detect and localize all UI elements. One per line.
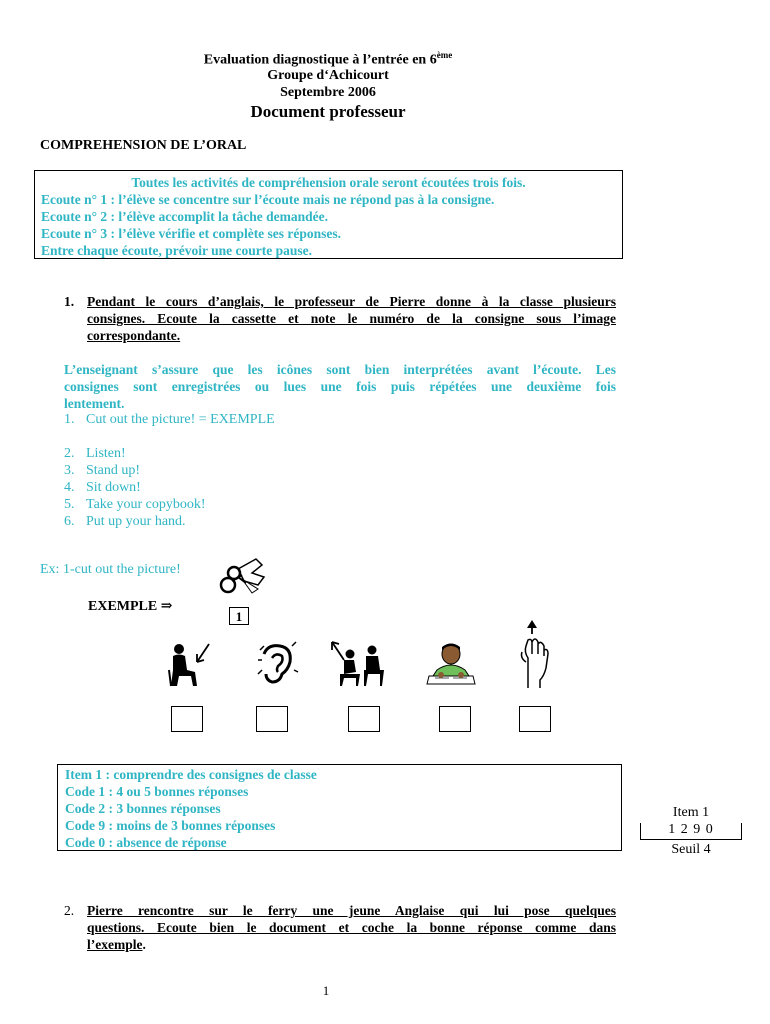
coding-line: Item 1 : comprendre des consignes de classe bbox=[65, 767, 317, 782]
sit-down-icon bbox=[165, 640, 211, 688]
item-title: Item 1 bbox=[672, 805, 710, 820]
coding-line: Code 2 : 3 bonnes réponses bbox=[65, 801, 221, 816]
question-2 bbox=[64, 902, 616, 953]
answer-box[interactable] bbox=[256, 706, 288, 732]
instructions-line: Toutes les activités de compréhension orale seront écoutées trois fois. bbox=[131, 175, 526, 190]
header-line-2: Groupe d‘Achicourt bbox=[267, 68, 389, 83]
list-item: 4. Sit down! bbox=[64, 480, 141, 495]
coding-line: Code 9 : moins de 3 bonnes réponses bbox=[65, 818, 276, 833]
example-line: Ex: 1-cut out the picture! bbox=[40, 562, 181, 577]
raise-hand-icon bbox=[516, 618, 556, 690]
stand-up-icon bbox=[330, 640, 386, 688]
answer-box[interactable] bbox=[171, 706, 203, 732]
list-item: 3. Stand up! bbox=[64, 463, 141, 478]
item-threshold: Seuil 4 bbox=[671, 842, 711, 857]
list-item: 2. Listen! bbox=[64, 446, 126, 461]
consignes-list bbox=[64, 411, 275, 530]
instructions-line: Ecoute n° 2 : l’élève accomplit la tâche demandée. bbox=[41, 209, 328, 224]
coding-box bbox=[57, 764, 622, 851]
copybook-icon bbox=[425, 640, 477, 688]
answer-box[interactable] bbox=[348, 706, 380, 732]
item-codes: 1 2 9 0 bbox=[640, 821, 742, 840]
instructions-line: Entre chaque écoute, prévoir une courte pause. bbox=[41, 243, 312, 258]
list-item: 1. Cut out the picture! = EXEMPLE bbox=[64, 412, 275, 427]
section-title: COMPREHENSION DE L’ORAL bbox=[40, 138, 247, 153]
answer-box[interactable] bbox=[439, 706, 471, 732]
instructions-line: Ecoute n° 1 : l’élève se concentre sur l’écoute mais ne répond pas à la consigne. bbox=[41, 192, 495, 207]
list-item: 6. Put up your hand. bbox=[64, 514, 186, 529]
header-line-1: Evaluation diagnostique à l’entrée en 6ème bbox=[203, 50, 453, 68]
question-1-text: 1. Pendant le cours d’anglais, le professeur de Pierre donne à la classe plusieurs consignes. Ecoute la cassette et note le numéro de la consigne sous l’image correspondante. bbox=[64, 294, 616, 343]
listen-icon bbox=[254, 640, 300, 688]
coding-line: Code 0 : absence de réponse bbox=[65, 835, 227, 850]
example-label: EXEMPLE ⇒ bbox=[88, 599, 173, 614]
instructions-line: Ecoute n° 3 : l’élève vérifie et complète ses réponses. bbox=[41, 226, 342, 241]
list-item: 5. Take your copybook! bbox=[64, 497, 206, 512]
question-1 bbox=[64, 293, 616, 344]
scissors-icon bbox=[212, 555, 268, 597]
coding-line: Code 1 : 4 ou 5 bonnes réponses bbox=[65, 784, 249, 799]
page-number: 1 bbox=[322, 983, 330, 998]
teacher-note: L’enseignant s’assure que les icônes sont bien interprétées avant l’écoute. Les consignes sont enregistrées ou lues une fois puis répétées une deuxième fois lentement. bbox=[64, 362, 616, 411]
item-panel bbox=[640, 804, 742, 859]
example-answer-box: 1 bbox=[229, 607, 249, 625]
answer-box[interactable] bbox=[519, 706, 551, 732]
question-2-text: 2. Pierre rencontre sur le ferry une jeune Anglaise qui lui pose quelques questions. Ecoute bien le document et coche la bonne réponse comme dans l’exemple. bbox=[64, 903, 616, 952]
header-line-3: Septembre 2006 bbox=[280, 85, 376, 100]
page-title: Document professeur bbox=[250, 102, 406, 121]
instructions-box bbox=[34, 170, 623, 259]
